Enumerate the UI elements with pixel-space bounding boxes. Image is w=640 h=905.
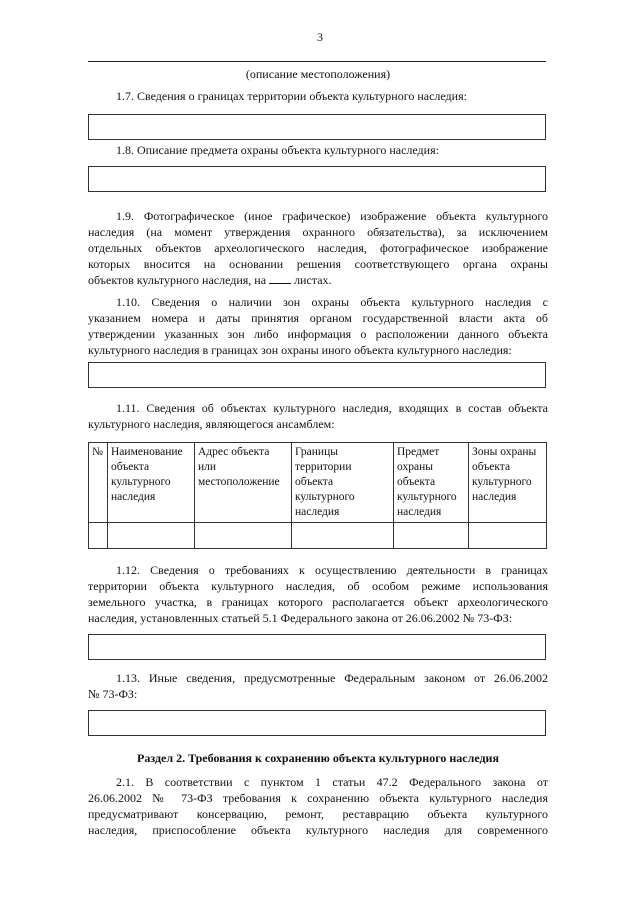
section-1-11-line: 1.11. Сведения об объектах культурного наследия, входящих в состав объекта bbox=[116, 401, 548, 415]
section-1-11-line: культурного наследия, являющегося ансамблем: bbox=[88, 417, 335, 431]
sheets-text-after: листах. bbox=[294, 273, 332, 287]
section-1-12-line: территории объекта культурного наследия, об особом режиме использования bbox=[88, 579, 548, 593]
section-2-1-line: предусматривают консервацию, ремонт, реставрацию объекта культурного bbox=[88, 807, 548, 821]
activity-requirements-field[interactable] bbox=[88, 634, 546, 660]
section-1-9-line: 1.9. Фотографическое (иное графическое) изображение объекта культурного bbox=[116, 209, 548, 223]
header-cell-boundaries: Границы территории объекта культурного наследия bbox=[292, 443, 394, 523]
protection-subject-field[interactable] bbox=[88, 166, 546, 192]
section-1-12-line: земельного участка, в границах которого располагается объект археологического bbox=[88, 595, 548, 609]
section-2-1-line: наследия, приспособление объекта культурного наследия для современного bbox=[88, 823, 548, 837]
header-cell-name: Наименование объекта культурного наследия bbox=[108, 443, 195, 523]
territory-boundaries-field[interactable] bbox=[88, 114, 546, 140]
page-number: 3 bbox=[317, 30, 323, 44]
table-cell[interactable] bbox=[292, 523, 394, 549]
section-1-10-line: 1.10. Сведения о наличии зон охраны объекта культурного наследия с bbox=[116, 295, 548, 309]
sheets-count-blank[interactable] bbox=[269, 272, 291, 284]
location-caption: (описание местоположения) bbox=[245, 67, 391, 81]
section-1-9-last-line bbox=[88, 272, 548, 288]
table-cell[interactable] bbox=[89, 523, 108, 549]
table-cell[interactable] bbox=[394, 523, 469, 549]
ensemble-objects-table bbox=[88, 442, 547, 549]
section-2-heading: Раздел 2. Требования к сохранению объекта культурного наследия bbox=[137, 751, 499, 765]
section-2-1-line: 2.1. В соответствии с пунктом 1 статьи 47.2 Федерального закона от bbox=[116, 775, 548, 789]
section-1-8-text: 1.8. Описание предмета охраны объекта культурного наследия: bbox=[116, 143, 439, 157]
section-1-10-line: указанием номера и даты принятия органом государственной власти акта об bbox=[88, 311, 548, 325]
section-1-10-line: утверждении указанных зон либо информация о расположении данного объекта bbox=[88, 327, 548, 341]
section-1-13-line: 1.13. Иные сведения, предусмотренные Федеральным законом от 26.06.2002 bbox=[116, 671, 548, 685]
table-header-row bbox=[89, 443, 547, 523]
section-1-7-text: 1.7. Сведения о границах территории объекта культурного наследия: bbox=[116, 89, 467, 103]
section-1-9-line: которых вносится на основании решения соответствующего органа охраны bbox=[88, 257, 548, 271]
header-cell-protection-subject: Предмет охраны объекта культурного наследия bbox=[394, 443, 469, 523]
section-1-12-line: наследия, установленных статьей 5.1 Федерального закона от 26.06.2002 № 73-ФЗ: bbox=[88, 611, 513, 625]
sheets-text-before: объектов культурного наследия, на bbox=[88, 273, 267, 287]
table-cell[interactable] bbox=[469, 523, 547, 549]
table-cell[interactable] bbox=[195, 523, 292, 549]
section-1-10-line: культурного наследия в границах зон охраны иного объекта культурного наследия: bbox=[88, 343, 512, 357]
section-1-9-line: отдельных объектов археологического наследия, фотографическое изображение bbox=[88, 241, 548, 255]
header-cell-protection-zones: Зоны охраны объекта культурного наследия bbox=[469, 443, 547, 523]
location-divider bbox=[88, 61, 546, 62]
header-cell-address: Адрес объекта или местоположение bbox=[195, 443, 292, 523]
table-cell[interactable] bbox=[108, 523, 195, 549]
protection-zones-field[interactable] bbox=[88, 362, 546, 388]
section-2-1-line: 26.06.2002 № 73-ФЗ требования к сохранению объекта культурного наследия bbox=[88, 791, 548, 805]
section-1-13-line: № 73-ФЗ: bbox=[88, 687, 138, 701]
table-row bbox=[89, 523, 547, 549]
section-1-9-line: наследия (на момент утверждения охранного обязательства), за исключением bbox=[88, 225, 548, 239]
other-information-field[interactable] bbox=[88, 710, 546, 736]
section-1-12-line: 1.12. Сведения о требованиях к осуществлению деятельности в границах bbox=[116, 563, 548, 577]
header-cell-number: № bbox=[89, 443, 108, 523]
